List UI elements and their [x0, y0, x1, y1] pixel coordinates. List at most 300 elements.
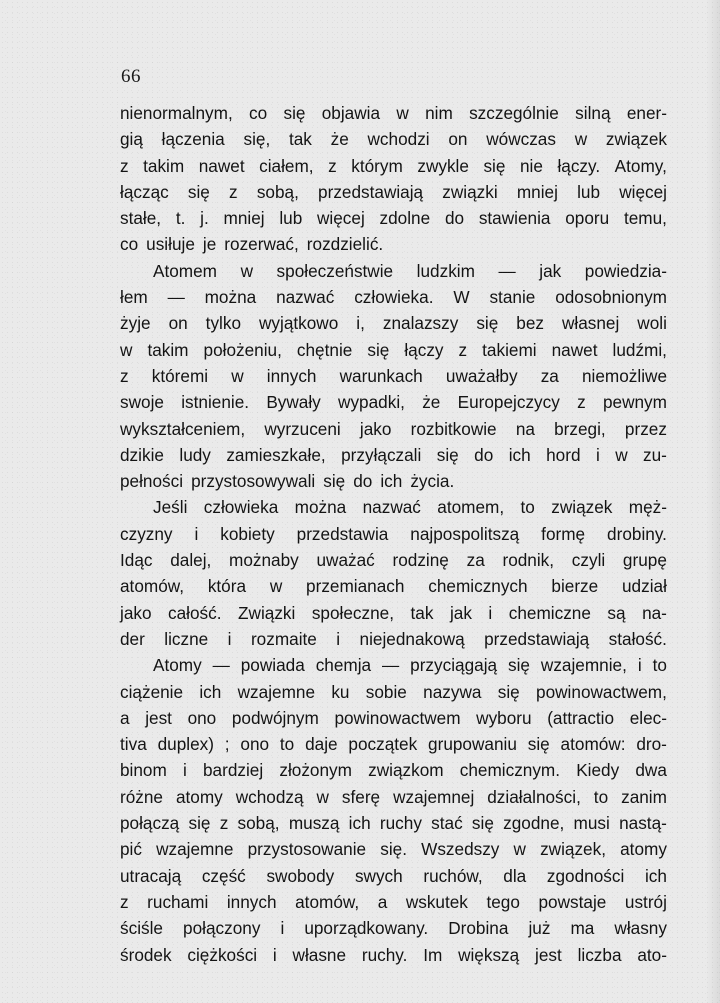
- word: rozbitkowie: [410, 418, 497, 439]
- word: ma: [570, 918, 595, 939]
- word: ciążenie: [120, 681, 184, 702]
- text-line: [120, 915, 667, 941]
- text-line: [120, 389, 667, 415]
- word: ruchy: [379, 813, 422, 834]
- word: niemożliwe: [581, 365, 667, 386]
- word: dla: [503, 865, 527, 886]
- word: złożonym: [279, 760, 352, 781]
- word: ludy: [179, 444, 211, 465]
- word: bierze: [551, 576, 599, 597]
- word: silną: [575, 103, 611, 123]
- word: nie: [519, 155, 543, 176]
- word: się: [471, 813, 494, 834]
- word: —: [382, 655, 400, 676]
- word: łączy.: [557, 155, 601, 176]
- word: się: [367, 339, 390, 360]
- word: zanim: [621, 786, 667, 807]
- word: atomów,: [120, 576, 185, 597]
- word: utracają: [120, 865, 182, 886]
- word: stałe,: [120, 208, 162, 229]
- word: własne: [292, 944, 347, 965]
- word: się: [508, 655, 530, 676]
- word: pełności: [120, 471, 184, 492]
- word: wypadki,: [338, 392, 405, 413]
- word: ono: [240, 734, 270, 755]
- word: wyboru: [476, 707, 532, 728]
- word: i,: [356, 313, 365, 334]
- word: już: [528, 918, 551, 939]
- word: takim: [147, 339, 189, 360]
- word: się,: [243, 129, 271, 150]
- word: j.: [200, 208, 209, 229]
- word: wówczas: [486, 129, 556, 150]
- word: znalazszy: [382, 313, 459, 334]
- text-line: [120, 863, 667, 889]
- word: atomem,: [437, 497, 505, 518]
- word: różne: [120, 786, 163, 807]
- word: grupę: [622, 550, 667, 571]
- word: środek: [120, 944, 172, 965]
- word: rozdzielić.: [306, 234, 384, 255]
- word: a: [120, 707, 130, 728]
- word: społeczeństwie: [276, 260, 394, 281]
- word: ruchów,: [423, 865, 483, 886]
- word: podwójnym: [231, 707, 319, 728]
- text-line: [120, 126, 667, 152]
- text-line: [120, 836, 667, 862]
- word: W: [453, 287, 470, 308]
- word: tego: [486, 891, 520, 912]
- word: chemicznych: [428, 576, 528, 597]
- word: takim: [143, 155, 185, 176]
- word: przystosowywali: [191, 471, 316, 492]
- word: uważałby: [445, 365, 518, 386]
- word: w: [240, 260, 253, 281]
- word: przyłączali: [341, 444, 422, 465]
- word: działalności,: [487, 786, 581, 807]
- word: istnienie.: [181, 392, 250, 413]
- word: z: [120, 365, 129, 386]
- word: liczne: [164, 628, 209, 649]
- word: całość.: [168, 602, 222, 623]
- word: uporządkowany.: [304, 918, 429, 939]
- word: uważać: [316, 550, 375, 571]
- word: swoje: [120, 392, 164, 413]
- text-line: [120, 337, 667, 363]
- word: Jeśli: [153, 497, 188, 518]
- word: binom: [120, 760, 167, 781]
- word: z: [229, 181, 238, 202]
- word: rozerwać,: [224, 234, 299, 255]
- word: brzegi,: [554, 418, 606, 439]
- word: to: [279, 734, 295, 755]
- word: własny: [614, 918, 667, 939]
- word: chemiczne: [508, 602, 591, 623]
- word: dwa: [635, 760, 667, 781]
- word: odosobnionym: [555, 287, 667, 308]
- word: liczba: [577, 944, 622, 965]
- word: początek: [348, 734, 418, 755]
- word: ludźmi,: [612, 339, 667, 360]
- text-line: [120, 705, 667, 731]
- word: Idąc: [120, 550, 153, 571]
- word: Związki: [238, 602, 296, 623]
- word: zgodności: [546, 865, 625, 886]
- word: i: [182, 760, 187, 781]
- word: chętnie: [296, 339, 353, 360]
- text-line: [120, 652, 667, 678]
- word: większą: [458, 944, 520, 965]
- text-line: [120, 942, 667, 968]
- word: na: [515, 418, 535, 439]
- word: są: [607, 602, 626, 623]
- word: przedstawia: [296, 523, 389, 544]
- word: i: [488, 602, 493, 623]
- word: usiłuje: [146, 234, 195, 255]
- word: ich: [199, 681, 222, 702]
- word: Bywały: [266, 392, 321, 413]
- word: takiemi: [482, 339, 537, 360]
- word: dro-: [636, 734, 667, 755]
- word: duplex): [157, 734, 214, 755]
- word: z: [120, 155, 129, 176]
- word: atomy: [175, 786, 223, 807]
- word: wchodzi: [367, 129, 430, 150]
- word: dzikie: [120, 444, 164, 465]
- word: nienormalnym,: [120, 103, 233, 123]
- word: się: [283, 103, 306, 123]
- word: ludzkim: [416, 260, 475, 281]
- text-line: [120, 284, 667, 310]
- word: związek,: [540, 839, 606, 860]
- text-line: [120, 179, 667, 205]
- word: do: [353, 471, 373, 492]
- word: mniej: [516, 181, 558, 202]
- word: rodzinę: [392, 550, 449, 571]
- word: lub: [577, 181, 601, 202]
- text-line: [120, 784, 667, 810]
- word: stawienia: [478, 208, 551, 229]
- word: przystosowanie: [247, 839, 367, 860]
- word: się: [527, 734, 550, 755]
- word: wskutek: [405, 891, 468, 912]
- word: on: [168, 313, 188, 334]
- word: Im: [423, 944, 443, 965]
- word: ato-: [637, 944, 667, 965]
- word: łącząc: [120, 181, 169, 202]
- word: wzajemne: [156, 839, 234, 860]
- word: je: [202, 234, 217, 255]
- word: objawia: [321, 103, 381, 123]
- page-edge-shadow: [706, 0, 720, 1003]
- word: się: [497, 681, 520, 702]
- word: der: [120, 628, 145, 649]
- word: w: [574, 129, 588, 150]
- word: nazwać: [362, 497, 421, 518]
- word: za: [540, 365, 559, 386]
- word: wzajemnej: [393, 786, 475, 807]
- word: wchodzą: [235, 786, 304, 807]
- word: z: [458, 339, 468, 360]
- word: jak: [539, 260, 562, 281]
- word: niejednakową: [359, 628, 465, 649]
- word: nazywa: [423, 681, 482, 702]
- word: własnej: [561, 313, 620, 334]
- word: co: [120, 234, 139, 255]
- word: którym: [351, 155, 403, 176]
- word: ich: [380, 471, 403, 492]
- text-line: [120, 205, 667, 231]
- word: czyli: [571, 550, 606, 571]
- word: nim: [425, 103, 453, 123]
- word: mniej: [223, 208, 265, 229]
- word: nawet: [551, 339, 598, 360]
- word: to: [652, 655, 667, 676]
- word: stać: [431, 813, 463, 834]
- word: do: [444, 208, 465, 229]
- word: społeczne,: [311, 602, 394, 623]
- text-line: [120, 573, 667, 599]
- word: i: [194, 523, 199, 544]
- word: powiedzia-: [584, 260, 667, 281]
- word: można: [294, 497, 347, 518]
- word: musi: [573, 813, 610, 834]
- word: w: [231, 365, 244, 386]
- word: hord: [546, 444, 581, 465]
- word: wykształceniem,: [120, 418, 246, 439]
- word: że: [422, 392, 441, 413]
- word: Wszedszy: [421, 839, 500, 860]
- word: się: [476, 313, 499, 334]
- word: powinowactwem: [334, 707, 461, 728]
- word: to: [520, 497, 535, 518]
- word: atomy: [620, 839, 667, 860]
- word: można: [204, 287, 257, 308]
- text-line: [120, 231, 667, 257]
- word: jako: [359, 418, 392, 439]
- word: muszą: [288, 813, 340, 834]
- word: pić: [120, 839, 142, 860]
- word: człowieka: [203, 497, 279, 518]
- text-line: [120, 547, 667, 573]
- word: nawet: [198, 155, 245, 176]
- word: wyrzuceni: [264, 418, 341, 439]
- word: t.: [175, 208, 186, 229]
- word: żyje: [120, 313, 151, 334]
- word: więcej: [317, 208, 365, 229]
- text-line: [120, 521, 667, 547]
- word: sobą,: [237, 813, 280, 834]
- word: zamieszkałe,: [226, 444, 326, 465]
- word: wyjątkowo: [259, 313, 339, 334]
- word: to: [593, 786, 609, 807]
- text-line: [120, 258, 667, 284]
- word: wzajemnie,: [540, 655, 627, 676]
- word: ciałem,: [259, 155, 314, 176]
- word: zdolne: [379, 208, 431, 229]
- word: tak: [288, 129, 312, 150]
- word: innych: [266, 365, 317, 386]
- word: swych: [354, 865, 403, 886]
- word: któremi: [151, 365, 209, 386]
- word: się.: [380, 839, 407, 860]
- word: przyciągają: [410, 655, 498, 676]
- word: męż-: [628, 497, 667, 518]
- word: i: [280, 918, 285, 939]
- word: się: [436, 444, 459, 465]
- word: (attractio: [547, 707, 615, 728]
- word: Kiedy: [576, 760, 620, 781]
- word: szczególnie: [469, 103, 559, 123]
- text-line: [120, 363, 667, 389]
- text-line: [120, 731, 667, 757]
- word: ściśle: [120, 918, 163, 939]
- word: przez: [624, 418, 667, 439]
- word: w: [396, 103, 409, 123]
- word: ruchami: [147, 891, 209, 912]
- word: ;: [224, 734, 230, 755]
- word: udział: [622, 576, 667, 597]
- word: Atomy,: [614, 155, 667, 176]
- word: ustrój: [624, 891, 667, 912]
- word: oporu: [565, 208, 610, 229]
- word: powinowactwem,: [536, 681, 667, 702]
- word: kobiety: [220, 523, 275, 544]
- word: —: [167, 287, 185, 308]
- word: ku: [331, 681, 350, 702]
- word: w: [513, 839, 526, 860]
- word: sobą,: [256, 181, 299, 202]
- word: a: [377, 891, 388, 912]
- word: ono: [187, 707, 217, 728]
- body-text: [120, 100, 667, 968]
- word: chemja: [315, 655, 372, 676]
- word: czyzny: [120, 523, 173, 544]
- word: tylko: [205, 313, 242, 334]
- word: związkom: [368, 760, 444, 781]
- word: woli: [637, 313, 667, 334]
- word: łączenia: [161, 129, 225, 150]
- word: nazwać: [276, 287, 335, 308]
- text-line: [120, 416, 667, 442]
- word: swobody: [266, 865, 335, 886]
- word: Atomem: [153, 260, 217, 281]
- word: jak: [449, 602, 472, 623]
- word: możnaby: [229, 550, 299, 571]
- word: bez: [516, 313, 544, 334]
- word: przedstawiają: [318, 181, 424, 202]
- word: sferę: [341, 786, 381, 807]
- word: —: [212, 655, 230, 676]
- word: łączy: [404, 339, 444, 360]
- word: związek: [551, 497, 613, 518]
- page-number: 66: [121, 66, 141, 87]
- word: przemianach: [306, 576, 405, 597]
- word: ener-: [626, 103, 667, 123]
- word: się: [323, 471, 346, 492]
- word: położeniu,: [203, 339, 282, 360]
- word: życia.: [410, 471, 455, 492]
- word: z: [219, 813, 229, 834]
- word: powstaje: [538, 891, 607, 912]
- text-line: [120, 100, 667, 126]
- word: i: [272, 944, 277, 965]
- text-line: [120, 679, 667, 705]
- word: więcej: [619, 181, 667, 202]
- word: i: [227, 628, 232, 649]
- word: jest: [535, 944, 562, 965]
- word: gią: [120, 129, 143, 150]
- word: w: [615, 444, 628, 465]
- word: —: [498, 260, 516, 281]
- word: przedstawiają: [484, 628, 590, 649]
- word: jako: [120, 602, 152, 623]
- word: temu,: [623, 208, 667, 229]
- word: warunkach: [339, 365, 423, 386]
- word: innych: [226, 891, 277, 912]
- word: co: [249, 103, 268, 123]
- word: połączony: [183, 918, 261, 939]
- word: połączą: [120, 813, 180, 834]
- word: lub: [279, 208, 303, 229]
- word: rodnik,: [502, 550, 555, 571]
- word: formę: [541, 523, 586, 544]
- word: część: [201, 865, 246, 886]
- word: Drobina: [448, 918, 509, 939]
- text-line: [120, 494, 667, 520]
- word: i: [336, 628, 341, 649]
- word: powiada: [240, 655, 305, 676]
- word: zgodne,: [503, 813, 565, 834]
- word: z: [577, 392, 586, 413]
- text-line: [120, 468, 667, 494]
- text-line: [120, 889, 667, 915]
- word: Europejczycy: [457, 392, 560, 413]
- word: najpospolitszą: [410, 523, 520, 544]
- word: tak: [410, 602, 434, 623]
- text-line: [120, 600, 667, 626]
- word: zwykle: [417, 155, 469, 176]
- text-line: [120, 757, 667, 783]
- word: daje: [305, 734, 338, 755]
- word: Atomy: [153, 655, 202, 676]
- text-line: [120, 310, 667, 336]
- text-line: [120, 626, 667, 652]
- word: łem: [120, 287, 148, 308]
- word: związki: [442, 181, 498, 202]
- word: w: [120, 339, 133, 360]
- word: na-: [642, 602, 667, 623]
- word: że: [330, 129, 349, 150]
- text-line: [120, 153, 667, 179]
- word: rozmaite: [250, 628, 317, 649]
- word: wzajemne: [237, 681, 316, 702]
- word: ich: [644, 865, 667, 886]
- word: ruchy.: [361, 944, 408, 965]
- text-line: [120, 442, 667, 468]
- word: z: [328, 155, 337, 176]
- word: się: [188, 813, 211, 834]
- word: atomów:: [560, 734, 626, 755]
- word: człowieka.: [354, 287, 434, 308]
- word: w: [269, 576, 283, 597]
- word: stanie: [489, 287, 536, 308]
- word: się: [483, 155, 506, 176]
- word: i: [637, 655, 642, 676]
- word: sobie: [365, 681, 407, 702]
- word: drobiny.: [607, 523, 667, 544]
- word: z: [120, 891, 129, 912]
